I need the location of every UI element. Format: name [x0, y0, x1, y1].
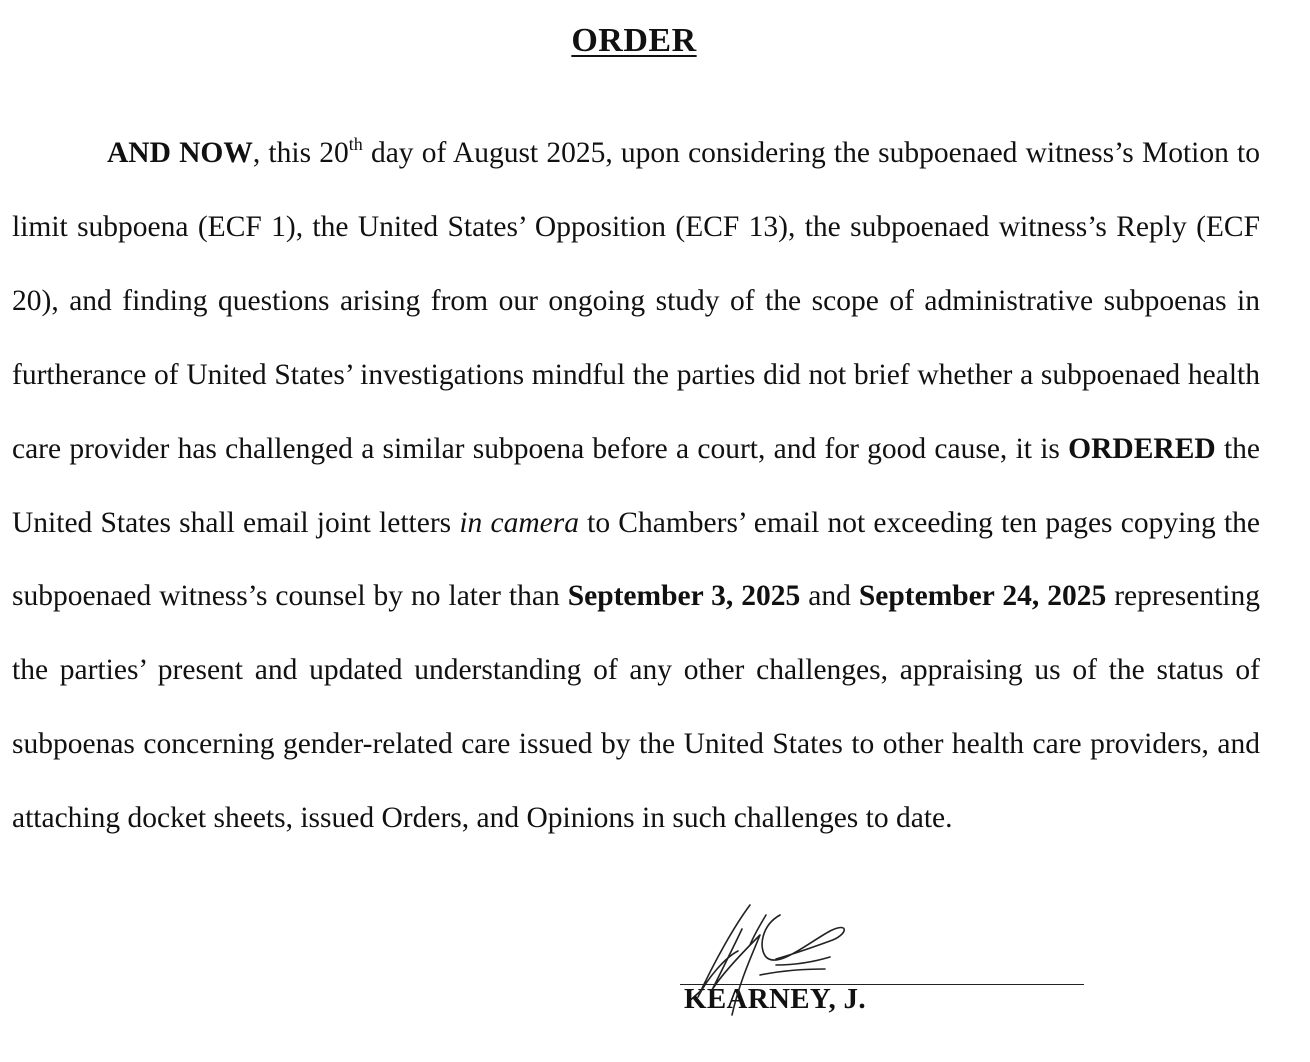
body-text-4: to Chambers’ email not exceeding ten pages copying the subpoenaed witness’s counsel by no later than — [12, 506, 1260, 613]
ordered-phrase: ORDERED — [1068, 432, 1216, 465]
deadline-date-2: September 24, 2025 — [858, 580, 1107, 613]
body-text-2: day of August 2025, upon considering the subpoenaed witness’s Motion to limit subpoena (ECF 1), the United States’ Opposition (ECF 13), the subpoenaed witness’s Reply (ECF 20), and finding questions arising from our ongoing study of the scope of administrative subpoenas in furtherance of United States’ investigations mindful the parties did not brief whether a subpoenaed health care provider has challenged a similar subpoena before a court, and for good cause, it is — [12, 137, 1260, 465]
in-camera-phrase: in camera — [459, 506, 579, 539]
body-text-3: the United States shall email joint letters — [12, 432, 1260, 539]
signature-block — [680, 895, 1090, 1035]
handwritten-signature — [680, 895, 880, 1025]
ordinal-superscript: th — [348, 134, 363, 154]
order-title: ORDER — [571, 22, 697, 59]
deadline-date-1: September 3, 2025 — [567, 580, 801, 613]
judge-name: KEARNEY, J. — [684, 983, 866, 1015]
body-text-1: , this 20 — [252, 137, 349, 169]
lead-phrase: AND NOW — [107, 137, 253, 169]
body-text-5: and — [800, 580, 859, 613]
body-text-6: representing the parties’ present and updated understanding of any other challenges, appraising us of the status of subpoenas concerning gender-related care issued by the United States to other health care providers, and attaching docket sheets, issued Orders, and Opinions in such challenges to date. — [12, 580, 1260, 835]
order-body-paragraph — [12, 117, 1260, 856]
